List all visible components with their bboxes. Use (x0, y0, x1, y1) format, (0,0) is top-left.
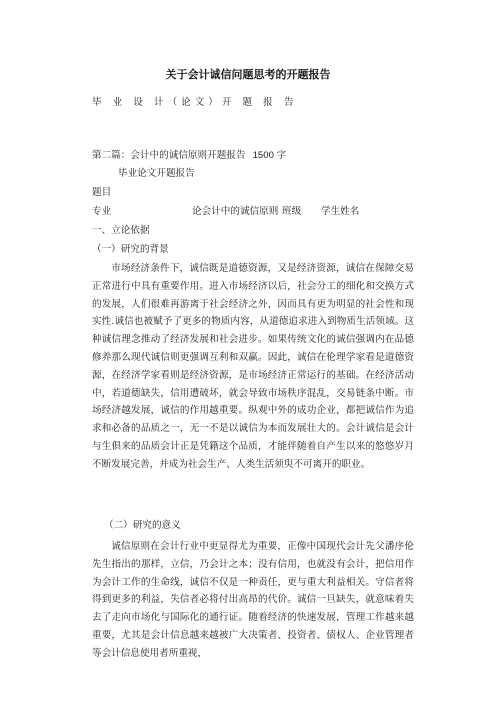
sub-heading: 毕业论文开题报告 (118, 168, 195, 179)
document-subtitle: 毕 业 设 计（论文）开 题 报 告 (92, 97, 298, 108)
document-title: 关于会计诚信问题思考的开题报告 (165, 68, 331, 81)
paragraph-background: 市场经济条件下，诚信既是道德资源，又是经济资源，诚信在保障交易正常进行中具有重要作用。进入市场经济以后，社会分工的细化和交换方式的发展，人们很难再游离于社会经济之外，因而具有更为明显的社会性和现实性.诚信也被赋予了更多的物质内容，从道德追求进入到物质生活领域。这种诚信理念推动了经济发展和社会进步。如果传统文化的诚信强调内在品德修养那么现代诚信则更强调互利和双赢。因此，诚信在伦理学家看是道德资源，在经济学家看则是经济资源，是市场经济正常运行的基础。在经济活动中，若道德缺失，信用遭破坏，就会导致市场秩序混乱，交易链条中断。市场经济越发展，诚信的作用越重要。纵观中外的成功企业，都把诚信作为追求和必备的品质之一，无一不是以诚信为本而发展壮大的。会计诚信是会计与生俱来的品质会计正是凭籍这个品质，才能伴随着自产生以来的悠悠岁月不断发展完善，并成为社会生产、人类生活须臾不可离开的职业。 (92, 263, 414, 470)
label-major: 专业 (92, 206, 112, 217)
topic-value: 论会计中的诚信原则 (192, 206, 279, 217)
section-heading-text: 第二篇：会计中的诚信原则开题报告 (92, 150, 246, 161)
heading-basis: 一、立论依据 (92, 225, 150, 236)
label-class: 班级 (282, 206, 302, 217)
paragraph-background-block (92, 260, 414, 474)
heading-background: （一）研究的背景 (92, 244, 169, 255)
section-heading-count: 1500 字 (252, 150, 287, 161)
section-heading (92, 150, 286, 162)
paragraph-significance: 诚信原则在会计行业中更显得尤为重要，正像中国现代会计先父潘序伦先生指出的那样，立信，乃会计之本；没有信用，也就没有会计，把信用作为会计工作的生命线，诚信不仅是一种责任，更与重大利益相关。守信者将得到更多的利益，失信者必将付出高昂的代价。诚信一旦缺失，就意味着失去了走向市场化与国际化的通行证。随着经济的快速发展，管理工作越来越重要，尤其是会计信息越来越被广大决策者、投资者、债权人、企业管理者等会计信息使用者所重视， (92, 541, 414, 659)
form-row (92, 206, 360, 218)
label-topic: 题目 (92, 187, 112, 198)
label-student: 学生姓名 (321, 206, 360, 217)
paragraph-significance-block (92, 538, 414, 663)
heading-significance: （二）研究的意义 (104, 520, 181, 531)
